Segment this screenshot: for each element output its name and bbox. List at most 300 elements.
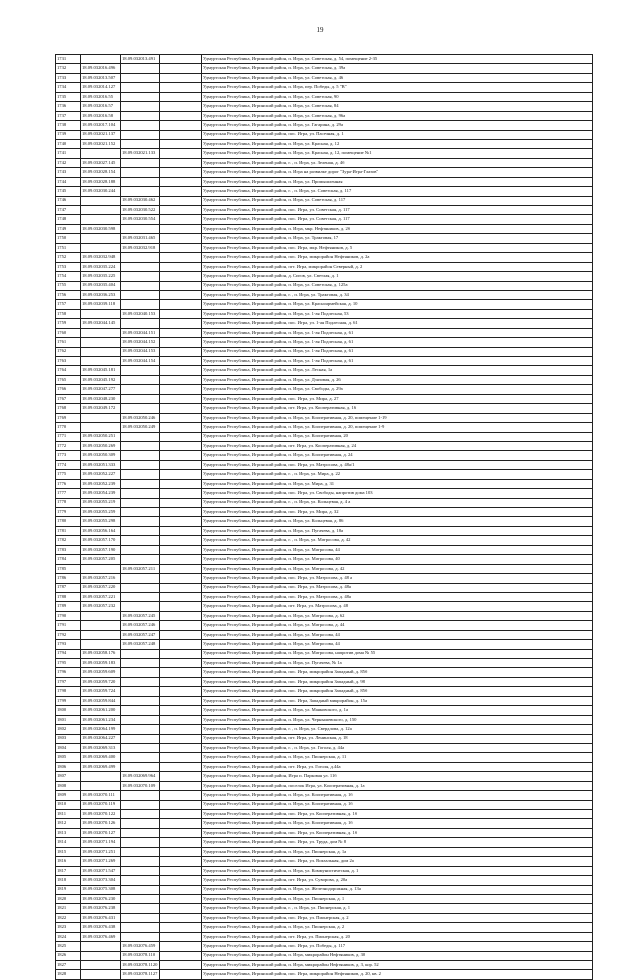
code-cell-a: 18.09.032076.230 [81, 894, 121, 903]
code-cell-b [121, 743, 160, 752]
code-cell-c [160, 621, 202, 630]
row-number-cell: 1746 [56, 196, 81, 205]
code-cell-c [160, 894, 202, 903]
row-number-cell: 1738 [56, 121, 81, 130]
table-row [56, 545, 593, 554]
code-cell-b [121, 92, 160, 101]
table-row [56, 423, 593, 432]
row-number-cell: 1828 [56, 970, 81, 979]
code-cell-a [81, 630, 121, 639]
code-cell-c [160, 413, 202, 422]
address-cell: Удмуртская Республика, Игринский район, п. Игра, ул. Советская, 90 [202, 92, 593, 101]
code-cell-b [121, 404, 160, 413]
address-cell: Удмуртская Республика, Игринский район, п. Игра, ул. Матросова, 44 [202, 640, 593, 649]
row-number-cell: 1747 [56, 206, 81, 215]
address-cell: Удмуртская Республика, Игринский район, пос. Игра, ул. Матросова, д. 48 а [202, 574, 593, 583]
address-cell: Удмуртская Республика, Игринский район, п. Игра, ул. Кооперативная, д. 1б [202, 791, 593, 800]
code-cell-b: 18.09.032030.462 [121, 196, 160, 205]
code-cell-c [160, 687, 202, 696]
code-cell-b: 18.09.032044.153 [121, 347, 160, 356]
code-cell-b [121, 441, 160, 450]
code-cell-b [121, 810, 160, 819]
code-cell-b [121, 659, 160, 668]
code-cell-a [81, 196, 121, 205]
code-cell-b [121, 706, 160, 715]
code-cell-c [160, 772, 202, 781]
code-cell-b [121, 819, 160, 828]
address-cell: Удмуртская Республика, Игринский район, пос. Игра, микрорайон Западный, д. 85б [202, 687, 593, 696]
row-number-cell: 1783 [56, 545, 81, 554]
code-cell-a: 18.09.032057.232 [81, 602, 121, 611]
code-cell-a: 18.09.032059.844 [81, 696, 121, 705]
code-cell-a [81, 215, 121, 224]
code-cell-a [81, 423, 121, 432]
row-number-cell: 1759 [56, 319, 81, 328]
row-number-cell: 1820 [56, 894, 81, 903]
code-cell-a [81, 243, 121, 252]
address-cell: Удмуртская Республика, Игринский район, пгт. Игра, ул. Ленинская, д. 18 [202, 734, 593, 743]
address-cell: Удмуртская Республика, Игринский район, п. Игра, ул. 1-ая Подлесная, д. 61 [202, 357, 593, 366]
row-number-cell: 1766 [56, 385, 81, 394]
address-cell: Удмуртская Республика, Игринский район, п. Игра, ул. Матросова, д. 62 [202, 611, 593, 620]
code-cell-a: 18.09.032058.176 [81, 649, 121, 658]
code-cell-c [160, 819, 202, 828]
code-cell-a: 18.09.032061.200 [81, 706, 121, 715]
address-cell: Удмуртская Республика, Игринский район, п. Игра, ул. Матросова, 40 [202, 555, 593, 564]
code-cell-b: 18.09.032078.1127 [121, 970, 160, 979]
code-cell-b [121, 857, 160, 866]
code-cell-c [160, 753, 202, 762]
code-cell-b [121, 753, 160, 762]
code-cell-b [121, 696, 160, 705]
address-cell: Удмуртская Республика, Игринский район, п. Игра, ул. Советская, д. 125а [202, 281, 593, 290]
address-cell: Удмуртская Республика, Игринский район, пос. Игра, ул. Пасечная, д. 1 [202, 130, 593, 139]
code-cell-a: 18.09.032049.172 [81, 404, 121, 413]
table-row [56, 734, 593, 743]
code-cell-c [160, 838, 202, 847]
code-cell-b [121, 923, 160, 932]
code-cell-c [160, 187, 202, 196]
row-number-cell: 1823 [56, 923, 81, 932]
table-row [56, 281, 593, 290]
address-cell: Удмуртская Республика, Игринский район, пгт. Игра, ул. Гоголя, д.44а [202, 762, 593, 771]
code-cell-b [121, 139, 160, 148]
code-cell-b [121, 451, 160, 460]
row-number-cell: 1798 [56, 687, 81, 696]
table-row [56, 206, 593, 215]
code-cell-c [160, 810, 202, 819]
address-cell: Удмуртская Республика, Игринский район, пос. Игра, мкр. Нефтяников, д. 5 [202, 243, 593, 252]
code-cell-c [160, 961, 202, 970]
address-cell: Удмуртская Республика, Игринский район, п. Игра, мкр. Нефтяников, д. 2б [202, 224, 593, 233]
code-cell-c [160, 177, 202, 186]
code-cell-a: 18.09.032036.253 [81, 290, 121, 299]
table-row [56, 139, 593, 148]
address-cell: Удмуртская Республика, Игринский район, п. Игра, ул. Красная, д. 12 [202, 139, 593, 148]
row-number-cell: 1749 [56, 224, 81, 233]
code-cell-a: 18.09.032028.188 [81, 177, 121, 186]
code-cell-c [160, 234, 202, 243]
code-cell-a: 18.09.032069.400 [81, 753, 121, 762]
code-cell-c [160, 338, 202, 347]
row-number-cell: 1732 [56, 64, 81, 73]
table-row [56, 819, 593, 828]
code-cell-a: 18.09.032050.251 [81, 432, 121, 441]
code-cell-c [160, 696, 202, 705]
table-row [56, 772, 593, 781]
code-cell-b [121, 583, 160, 592]
code-cell-a: 18.09.032055.219 [81, 498, 121, 507]
code-cell-a: 18.09.032021.152 [81, 139, 121, 148]
code-cell-c [160, 253, 202, 262]
code-cell-a: 18.09.032050.269 [81, 441, 121, 450]
address-cell: Удмуртская Республика, Игринский район, п. Игра, ул. Матросова, 44 [202, 545, 593, 554]
code-cell-b: 18.09.032057.211 [121, 564, 160, 573]
code-cell-b [121, 847, 160, 856]
address-cell: Удмуртская Республика, Игринский район, п. Игра, ул. Кооперативная, д. 20, помещение 1-19 [202, 413, 593, 422]
address-cell: Удмуртская Республика, Игринский район, п. Игра, ул. Пионерская, д. 2 [202, 923, 593, 932]
row-number-cell: 1758 [56, 309, 81, 318]
code-cell-a: 18.09.032044.145 [81, 319, 121, 328]
table-row [56, 177, 593, 186]
table-row [56, 876, 593, 885]
code-cell-b [121, 489, 160, 498]
table-row [56, 621, 593, 630]
address-cell: Удмуртская Республика, Игринский район, г. , п. Игра, ул. Свердлова, д. 12а [202, 725, 593, 734]
table-row [56, 385, 593, 394]
row-number-cell: 1816 [56, 857, 81, 866]
code-cell-b: 18.09.032030.522 [121, 206, 160, 215]
row-number-cell: 1806 [56, 762, 81, 771]
row-number-cell: 1825 [56, 942, 81, 951]
code-cell-c [160, 328, 202, 337]
code-cell-a [81, 611, 121, 620]
code-cell-b [121, 791, 160, 800]
code-cell-a [81, 338, 121, 347]
code-cell-b [121, 649, 160, 658]
code-cell-c [160, 423, 202, 432]
code-cell-a: 18.09.032069.499 [81, 762, 121, 771]
address-cell: Удмуртская Республика, Игринский район, пос. Игра, ул. Матросова, д. 48а [202, 592, 593, 601]
code-cell-a: 18.09.032016.57 [81, 102, 121, 111]
table-row [56, 810, 593, 819]
table-row [56, 224, 593, 233]
address-cell: Удмуртская Республика, Игринский район, п. Игра, ул. Мира, д. 31 [202, 479, 593, 488]
code-cell-a: 18.09.032057.216 [81, 574, 121, 583]
code-cell-b [121, 168, 160, 177]
code-cell-a: 18.09.032070.127 [81, 828, 121, 837]
row-number-cell: 1809 [56, 791, 81, 800]
code-cell-a [81, 772, 121, 781]
code-cell-c [160, 130, 202, 139]
code-cell-b [121, 177, 160, 186]
page-number: 19 [316, 26, 324, 34]
code-cell-b: 18.09.032040.153 [121, 309, 160, 318]
address-cell: Удмуртская Республика, Игринский район, пос. Игра, ул. Мира, д. 32 [202, 508, 593, 517]
code-cell-b [121, 762, 160, 771]
code-cell-b: 18.09.032050.246 [121, 413, 160, 422]
code-cell-a: 18.09.032076.238 [81, 904, 121, 913]
table-row [56, 904, 593, 913]
row-number-cell: 1795 [56, 659, 81, 668]
table-row [56, 640, 593, 649]
row-number-cell: 1791 [56, 621, 81, 630]
address-cell: Удмуртская Республика, Игринский район, пос. Игра, ул. 1-ая Подлесная, д. 61 [202, 319, 593, 328]
code-cell-b [121, 158, 160, 167]
code-cell-a [81, 309, 121, 318]
code-cell-c [160, 545, 202, 554]
address-cell: Удмуртская Республика, Игринский район, г. , п. Игра, ул. Пионерская, д. 1 [202, 904, 593, 913]
row-number-cell: 1826 [56, 951, 81, 960]
code-cell-b: 18.09.032057.246 [121, 621, 160, 630]
code-cell-a: 18.09.032070.119 [81, 800, 121, 809]
code-cell-c [160, 828, 202, 837]
table-row [56, 574, 593, 583]
code-cell-c [160, 630, 202, 639]
code-cell-a: 18.09.032071.269 [81, 857, 121, 866]
code-cell-b [121, 592, 160, 601]
address-cell: Удмуртская Республика, Игринский район, п. Игра, ул. Железнодорожная, д. 13а [202, 885, 593, 894]
code-cell-a: 18.09.032071.194 [81, 838, 121, 847]
row-number-cell: 1780 [56, 517, 81, 526]
code-cell-b [121, 385, 160, 394]
code-cell-a: 18.09.032061.234 [81, 715, 121, 724]
table-row [56, 92, 593, 101]
code-cell-b [121, 272, 160, 281]
code-cell-c [160, 451, 202, 460]
code-cell-a: 18.09.032073.304 [81, 876, 121, 885]
row-number-cell: 1801 [56, 715, 81, 724]
code-cell-a: 18.09.032016.58 [81, 111, 121, 120]
table-row [56, 290, 593, 299]
table-row [56, 913, 593, 922]
row-number-cell: 1743 [56, 168, 81, 177]
row-number-cell: 1807 [56, 772, 81, 781]
code-cell-a: 18.09.032059.724 [81, 687, 121, 696]
address-cell: Удмуртская Республика, Игринский район, пос. Игра, ул. Труда, дом № 8 [202, 838, 593, 847]
address-cell: Удмуртская Республика, Игринский район, пос. Игра, ул. Матросова, д. 48а/1 [202, 460, 593, 469]
code-cell-c [160, 111, 202, 120]
address-cell: Удмуртская Республика, Игринский район, д. Сигов, ул. Светлая, д. 1 [202, 272, 593, 281]
table-row [56, 668, 593, 677]
address-cell: Удмуртская Республика, Игринский район, п. Игра, ул. Дзязовая, д. 26 [202, 375, 593, 384]
table-row [56, 187, 593, 196]
address-cell: Удмуртская Республика, Игринский район, п. Игра, ул. 1-ая Подлесная, д. 61 [202, 338, 593, 347]
code-cell-b [121, 64, 160, 73]
code-cell-c [160, 706, 202, 715]
code-cell-b: 18.09.032050.249 [121, 423, 160, 432]
code-cell-c [160, 262, 202, 271]
code-cell-a: 18.09.032035.224 [81, 262, 121, 271]
code-cell-b [121, 102, 160, 111]
code-cell-c [160, 725, 202, 734]
row-number-cell: 1767 [56, 394, 81, 403]
address-cell: Удмуртская Республика, Игринский район, п. Игра на развилке дорог "Зура-Игра-Глазов" [202, 168, 593, 177]
row-number-cell: 1770 [56, 423, 81, 432]
code-cell-b: 18.09.032031.465 [121, 234, 160, 243]
code-cell-a: 18.09.032057.220 [81, 583, 121, 592]
row-number-cell: 1754 [56, 272, 81, 281]
code-cell-b [121, 224, 160, 233]
address-cell: Удмуртская Республика, Игринский район, пос. Игра, микрорайон Нефтяников, д. 20, кв. 2 [202, 970, 593, 979]
address-cell: Удмуртская Республика, Игринский район, п. Игра, ул. Кооперативная, д. 1б [202, 800, 593, 809]
address-cell: Удмуртская Республика, Игринский район, п. Игра, ул. Советская, д. 96а [202, 111, 593, 120]
code-cell-c [160, 300, 202, 309]
code-cell-a: 18.09.032039.118 [81, 300, 121, 309]
code-cell-b [121, 479, 160, 488]
code-cell-b [121, 187, 160, 196]
table-row [56, 196, 593, 205]
address-cell: Удмуртская Республика, Игринский район, п. Игра, ул. Чернышевского, д. 150 [202, 715, 593, 724]
row-number-cell: 1769 [56, 413, 81, 422]
row-number-cell: 1789 [56, 602, 81, 611]
code-cell-c [160, 357, 202, 366]
code-cell-a: 18.09.032076.438 [81, 923, 121, 932]
row-number-cell: 1755 [56, 281, 81, 290]
code-cell-b [121, 687, 160, 696]
code-cell-b [121, 913, 160, 922]
code-cell-c [160, 55, 202, 64]
address-cell: Удмуртская Республика, Игринский район, г. , п. Игра, ул. Трактовая, д. 34 [202, 290, 593, 299]
code-cell-a: 18.09.032027.145 [81, 158, 121, 167]
address-cell: Удмуртская Республика, Игринский район, пос. Игра, микрорайон Западный, д. 98 [202, 677, 593, 686]
row-number-cell: 1785 [56, 564, 81, 573]
code-cell-a [81, 206, 121, 215]
code-cell-c [160, 479, 202, 488]
row-number-cell: 1736 [56, 102, 81, 111]
address-cell: Удмуртская Республика, Игринский район, пгт. Игра, ул. Суворова, д. 20а [202, 876, 593, 885]
table-row [56, 272, 593, 281]
code-cell-b: 18.09.032078.110 [121, 951, 160, 960]
row-number-cell: 1776 [56, 479, 81, 488]
row-number-cell: 1792 [56, 630, 81, 639]
table-row [56, 508, 593, 517]
row-number-cell: 1799 [56, 696, 81, 705]
table-row [56, 602, 593, 611]
code-cell-a [81, 564, 121, 573]
row-number-cell: 1764 [56, 366, 81, 375]
table-row [56, 111, 593, 120]
address-cell: Удмуртская Республика, Игринский район, пгт. Игра, ул. Кооперативная, д. 24 [202, 441, 593, 450]
code-cell-c [160, 441, 202, 450]
row-number-cell: 1756 [56, 290, 81, 299]
table-row [56, 215, 593, 224]
table-row [56, 394, 593, 403]
code-cell-b [121, 517, 160, 526]
code-cell-c [160, 659, 202, 668]
address-cell: Удмуртская Республика, Игринский район, г. , п. Игра, ул. Кольцевая, д. 4 а [202, 498, 593, 507]
row-number-cell: 1784 [56, 555, 81, 564]
code-cell-c [160, 224, 202, 233]
table-row [56, 526, 593, 535]
row-number-cell: 1814 [56, 838, 81, 847]
code-cell-c [160, 149, 202, 158]
address-cell: Удмуртская Республика, Игринский район, пос. Игра, ул. Кооперативная, д. 1б [202, 828, 593, 837]
row-number-cell: 1782 [56, 536, 81, 545]
code-cell-b [121, 130, 160, 139]
code-cell-a: 18.09.032013.507 [81, 73, 121, 82]
code-cell-a: 18.09.032056.164 [81, 526, 121, 535]
address-cell: Удмуртская Республика, Игринский район, пос. Игра, ул. Мира, д. 27 [202, 394, 593, 403]
code-cell-b [121, 668, 160, 677]
code-cell-b [121, 828, 160, 837]
row-number-cell: 1778 [56, 498, 81, 507]
table-row [56, 319, 593, 328]
code-cell-c [160, 592, 202, 601]
code-cell-b: 18.09.032076.459 [121, 942, 160, 951]
code-cell-c [160, 385, 202, 394]
address-cell: Удмуртская Республика, Игринский район, п. Игра, ул. Матросова, д. 44 [202, 621, 593, 630]
table-row [56, 762, 593, 771]
code-cell-a: 18.09.032051.333 [81, 460, 121, 469]
code-cell-a: 18.09.032071.547 [81, 866, 121, 875]
code-cell-b [121, 725, 160, 734]
address-cell: Удмуртская Республика, Игринский район, п. Игра, ул. Советская, д. 46 [202, 73, 593, 82]
code-cell-a: 18.09.032064.227 [81, 734, 121, 743]
row-number-cell: 1787 [56, 583, 81, 592]
table-row [56, 64, 593, 73]
table-row [56, 498, 593, 507]
code-cell-a: 18.09.032059.720 [81, 677, 121, 686]
address-cell: Удмуртская Республика, Игринский район, п. Игра, ул. Пионерская, д. 1 [202, 894, 593, 903]
code-cell-a [81, 951, 121, 960]
code-cell-a: 18.09.032032.948 [81, 253, 121, 262]
row-number-cell: 1765 [56, 375, 81, 384]
table-row [56, 158, 593, 167]
address-cell: Удмуртская Республика, Игринский район, пгт. Игра, ул. Пионерская, д. 20 [202, 932, 593, 941]
table-row [56, 564, 593, 573]
row-number-cell: 1772 [56, 441, 81, 450]
table-row [56, 328, 593, 337]
row-number-cell: 1818 [56, 876, 81, 885]
code-cell-c [160, 309, 202, 318]
code-cell-a: 18.09.032076.469 [81, 932, 121, 941]
code-cell-c [160, 64, 202, 73]
code-cell-b [121, 904, 160, 913]
code-cell-c [160, 347, 202, 356]
table-row [56, 149, 593, 158]
table-row [56, 470, 593, 479]
table-row [56, 309, 593, 318]
table-row [56, 857, 593, 866]
table-row [56, 460, 593, 469]
row-number-cell: 1742 [56, 158, 81, 167]
address-cell: Удмуртская Республика, Игринский район, пгт. Игра, ул. Матросова, д. 48 [202, 602, 593, 611]
code-cell-b [121, 866, 160, 875]
code-cell-a: 18.09.032045.192 [81, 375, 121, 384]
row-number-cell: 1762 [56, 347, 81, 356]
row-number-cell: 1740 [56, 139, 81, 148]
address-cell: Удмуртская Республика, Игринский район, поселок Игра, ул. Кооперативная, д. 1а [202, 781, 593, 790]
code-cell-a: 18.09.032050.309 [81, 451, 121, 460]
code-cell-b: 18.09.032032.918 [121, 243, 160, 252]
address-cell: Удмуртская Республика, Игринский район, п. Игра, микрорайон Нефтяников, д. 30 [202, 951, 593, 960]
address-cell: Удмуртская Республика, Игринский район, п. Игра, ул. Коммунистическая, д. 1 [202, 866, 593, 875]
address-cell: Удмуртская Республика, Игринский район, п. Игра, ул. Пугачева, д. 18а [202, 526, 593, 535]
code-cell-a [81, 55, 121, 64]
address-cell: Удмуртская Республика, Игринский район, п. Игра, ул. Советская, д. 117 [202, 196, 593, 205]
code-cell-a: 18.09.032047.277 [81, 385, 121, 394]
code-cell-a: 18.09.032055.259 [81, 508, 121, 517]
table-row [56, 961, 593, 970]
address-cell: Удмуртская Республика, Игринский район, п. Игра, ул. Кооперативная, 20 [202, 432, 593, 441]
row-number-cell: 1803 [56, 734, 81, 743]
code-cell-b: 18.09.032057.247 [121, 630, 160, 639]
registry-table [55, 54, 593, 980]
table-row [56, 130, 593, 139]
row-number-cell: 1797 [56, 677, 81, 686]
row-number-cell: 1824 [56, 932, 81, 941]
